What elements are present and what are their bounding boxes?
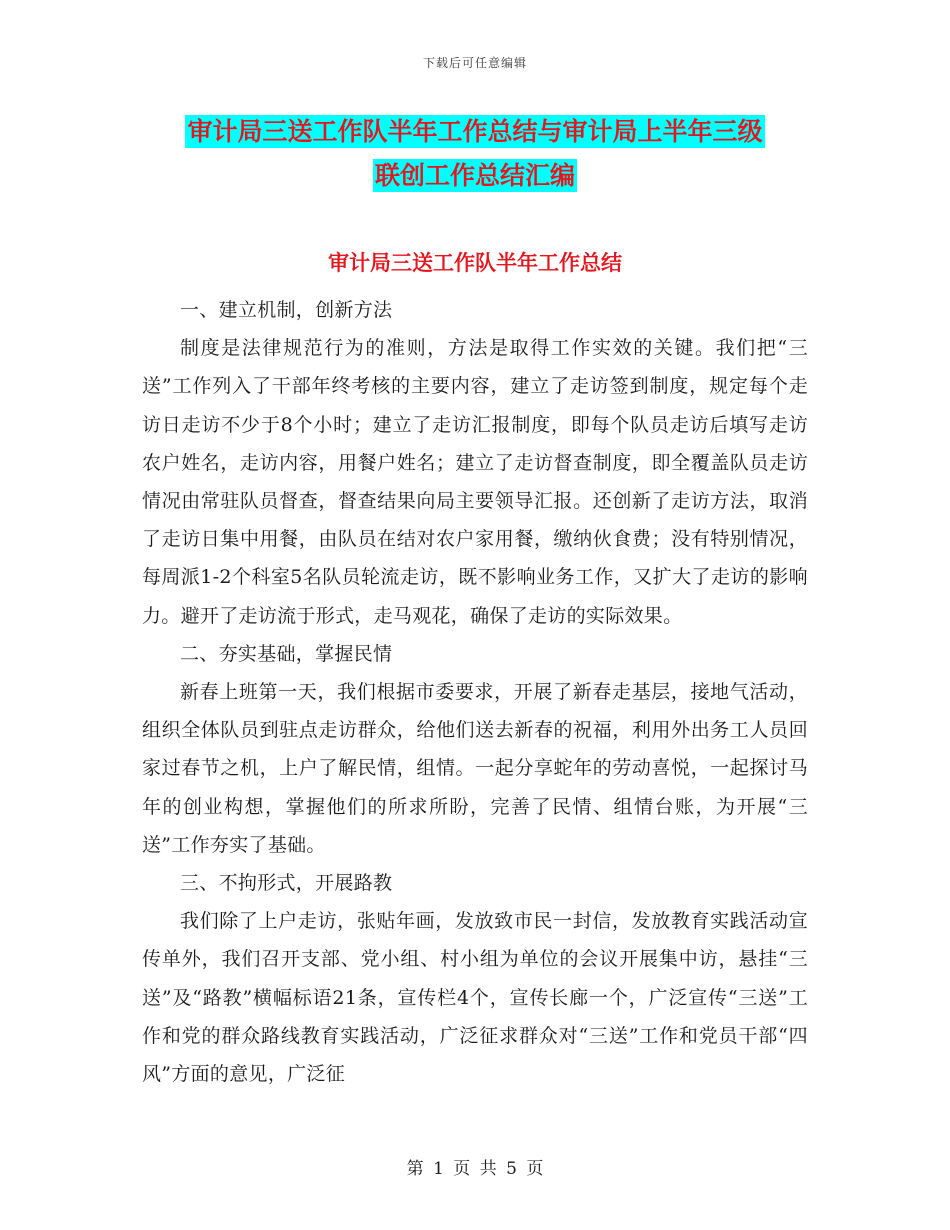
- paragraph: 我们除了上户走访，张贴年画，发放致市民一封信，发放教育实践活动宣传单外，我们召开支部、党小组、村小组为单位的会议开展集中访，悬挂“三送”及“路教”横幅标语21条，宣传栏4个，宣传长廊一个，广泛宣传“三送”工作和党的群众路线教育实践活动，广泛征求群众对“三送”工作和党员干部“四风”方面的意见，广泛征: [142, 910, 808, 1086]
- document-title: [0, 110, 950, 198]
- page-number: 第 1 页 共 5 页: [406, 1159, 544, 1179]
- document-title-line-2: [0, 154, 950, 198]
- header-note: 下载后可任意编辑: [422, 56, 527, 70]
- paragraph: 新春上班第一天，我们根据市委要求，开展了新春走基层，接地气活动，组织全体队员到驻点走访群众，给他们送去新春的祝福，利用外出务工人员回家过春节之机，上户了解民情，组情。一起分享蛇年的劳动喜悦，一起探讨马年的创业构想，掌握他们的所求所盼，完善了民情、组情台账，为开展“三送”工作夯实了基础。: [142, 681, 808, 856]
- heading-2: 二、夯实基础，掌握民情: [180, 642, 393, 665]
- heading-3: 三、不拘形式，开展路教: [180, 872, 393, 895]
- heading-1: 一、建立机制，创新方法: [180, 299, 393, 321]
- document-body: [142, 291, 808, 1093]
- section-title: 审计局三送工作队半年工作总结: [328, 251, 622, 275]
- document-title-line-1: [0, 110, 950, 154]
- title-highlight: 审计局三送工作队半年工作总结与审计局上半年三级: [187, 117, 763, 146]
- title-highlight: 联创工作总结汇编: [374, 161, 575, 190]
- paragraph: 制度是法律规范行为的准则，方法是取得工作实效的关键。我们把“三送”工作列入了干部年终考核的主要内容，建立了走访签到制度，规定每个走访日走访不少于8个小时；建立了走访汇报制度，即每个队员走访后填写走访农户姓名，走访内容，用餐户姓名；建立了走访督查制度，即全覆盖队员走访情况由常驻队员督查，督查结果向局主要领导汇报。还创新了走访方法，取消了走访日集中用餐，由队员在结对农户家用餐，缴纳伙食费；没有特别情况，每周派1-2个科室5名队员轮流走访，既不影响业务工作，又扩大了走访的影响力。避开了走访流于形式，走马观花，确保了走访的实际效果。: [142, 337, 808, 627]
